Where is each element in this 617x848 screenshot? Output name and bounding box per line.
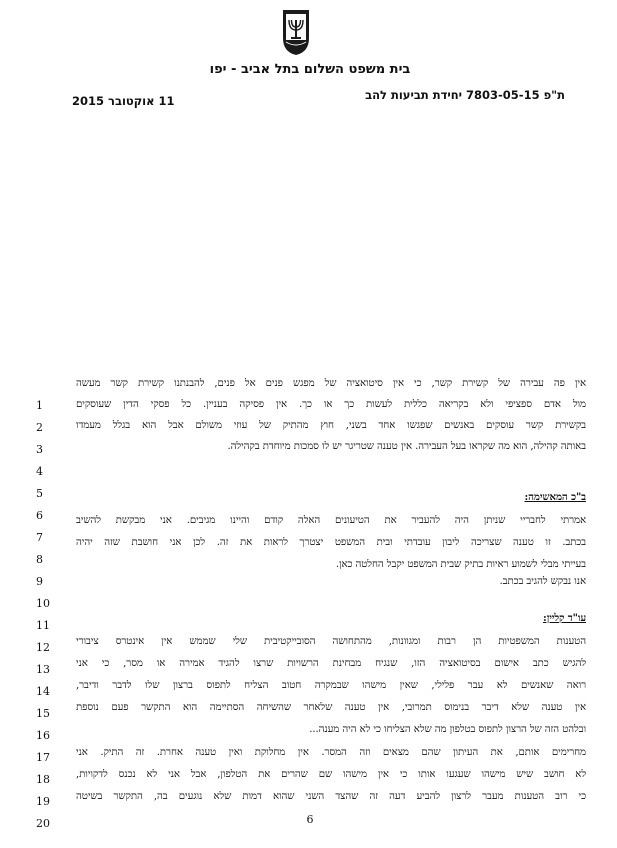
line-number: 19 xyxy=(36,795,50,808)
line-number: 2 xyxy=(36,421,43,434)
speaker-heading-defense: עו"ד קליין: xyxy=(543,612,586,624)
transcript-line: אנו נבקש להגיב בכתב. xyxy=(499,576,586,587)
transcript-line: הטענות המשפטיות הן רבות ומגוונות, מהתחושה הסובייקטיבית שלי שממש אין אינטרס ציבורי xyxy=(76,636,586,647)
line-number: 4 xyxy=(36,465,43,478)
line-number: 12 xyxy=(36,641,50,654)
transcript-line: כי רוב הטענות מעבר לרצון להביע דעה זה שהצד השני שהוא דמות שלא נוגעים בה, התקשר בשיטה xyxy=(76,791,586,802)
line-number: 5 xyxy=(36,487,43,500)
line-number: 9 xyxy=(36,575,43,588)
case-number: ת"פ 7803-05-15 יחידת תביעות להב xyxy=(365,88,565,102)
transcript-line: אמרתי לחבריי שניתן היה להעביר את הטיעונים האלה קודם והיינו מגיבים. אני מבקשת להשיב xyxy=(76,515,586,526)
line-number: 20 xyxy=(36,817,50,830)
transcript-line: באותה קהילה, הוא מה שקראו בעל העבירה. אין טענה שטריגר יש לו סמכות מיוחדת בקהילה. xyxy=(227,441,586,452)
line-number: 13 xyxy=(36,663,50,676)
line-number: 7 xyxy=(36,531,43,544)
line-number: 8 xyxy=(36,553,43,566)
line-number: 1 xyxy=(36,399,43,412)
court-name: בית משפט השלום בתל אביב - יפו xyxy=(209,62,411,77)
transcript-line: מחרימים אותם, את העיתון שהם מצאים וזה המסר. אין מחלוקת ואין טענה אחרת. זה התיק. אני xyxy=(76,747,586,758)
line-number: 14 xyxy=(36,685,50,698)
line-number: 11 xyxy=(36,619,50,632)
transcript-line: בקשירת קשר עוסקים באנשים שפגשו אחד בשני, חוץ מהתיק של עוזי משולם אבל הוא בגלל מעמדו xyxy=(76,420,586,431)
document-date: 11 אוקטובר 2015 xyxy=(72,94,175,108)
line-number: 15 xyxy=(36,707,50,720)
transcript-line: מול אדם ספציפי ולא בקריאה כללית לעשות כך או כך. אין פסיקה בעניין. כל פסקי הדין שעוסקים xyxy=(76,399,586,410)
transcript-line: בכתב. זו טענה שצריכה ליבון עובדתי ובית המשפט יצטרך לראות את זה. לכן אני חושבת שזה יהיה xyxy=(76,537,586,548)
line-number: 17 xyxy=(36,751,50,764)
transcript-line: אין טענה שלא דיבר בנימוס תמרובי, אין טענה שלאחר שהשיחה הסתיימה הוא התקשר פעם נוספת xyxy=(76,702,586,713)
transcript-line: להגיש כתב אישום בסיטואציה הזו, שנגיח מבחינת הרשויות שרצו להגיד אמירה או מסר, כי אני xyxy=(76,658,586,669)
line-number: 18 xyxy=(36,773,50,786)
transcript-line: רואה שאנשים לא עבר פלילי, שאין מישהו שבמקרה חטוב הצליח לתפוס ברצון שלו לדבר ודיבר, xyxy=(76,680,586,691)
state-emblem-icon xyxy=(281,8,311,56)
line-number: 6 xyxy=(36,509,43,522)
transcript-line: ובלהט הזה של הרצון לתפוס בטלפון מה שלא הצליחו כי לא היה מענה... xyxy=(309,724,586,735)
speaker-heading-prosecution: ב"כ המאשימה: xyxy=(524,491,586,503)
transcript-line: אין פה עבירה של קשירת קשר, כי אין סיטואציה של מפגש פנים אל פנים, להבנתנו קשירת קשר מעשה xyxy=(76,378,586,389)
transcript-line: בעייתי מבלי לשמוע ראיות בתיק שבית המשפט יקבל החלטה כאן. xyxy=(335,559,586,570)
transcript-line: לא חושב שיש מישהו שעגעו אותו כי אין מישהו שם שהרים את הטלפון, אבל אני לא נכנס לדקויות, xyxy=(76,769,586,780)
page-number: 6 xyxy=(306,813,314,826)
line-number: 10 xyxy=(36,597,50,610)
line-number: 16 xyxy=(36,729,50,742)
line-number: 3 xyxy=(36,443,43,456)
